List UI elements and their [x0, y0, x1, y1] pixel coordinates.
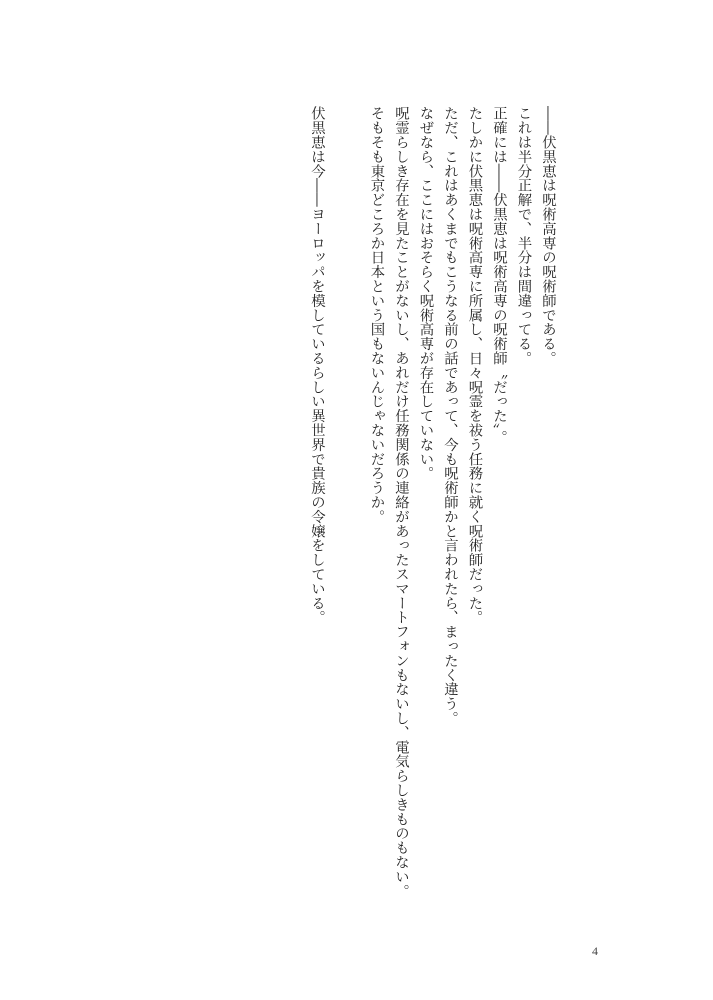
page-number: 4 [592, 944, 598, 958]
body-text [305, 106, 561, 936]
text-line: なぜなら、ここにはおそらく呪術高専が存在していない。 [417, 106, 434, 481]
text-line: そもそも東京どころか日本という国もないんじゃないだろうか。 [368, 106, 385, 524]
text-line: 呪霊らしき存在を見たことがないし、あれだけ任務関係の連絡があったスマートフォンもないし、電気らしきものもない。 [393, 106, 409, 898]
text-line: 正確には――伏黒恵は呪術高専の呪術師〝だった〟。 [491, 106, 507, 445]
text-line: ただ、これはあくまでもこうなる前の話であって、今も呪術師かと言われたら、まったく違う。 [442, 106, 458, 726]
text-line: ――伏黒恵は呪術高専の呪術師である。 [540, 106, 556, 366]
text-line: 伏黒恵は今――ヨーロッパを模しているらしい異世界で貴族の令嬢をしている。 [309, 106, 325, 625]
text-line: これは半分正解で、半分は間違ってる。 [515, 106, 532, 366]
text-line: たしかに伏黒恵は呪術高専に所属し、日々呪霊を祓う任務に就く呪術師だった。 [466, 106, 483, 625]
